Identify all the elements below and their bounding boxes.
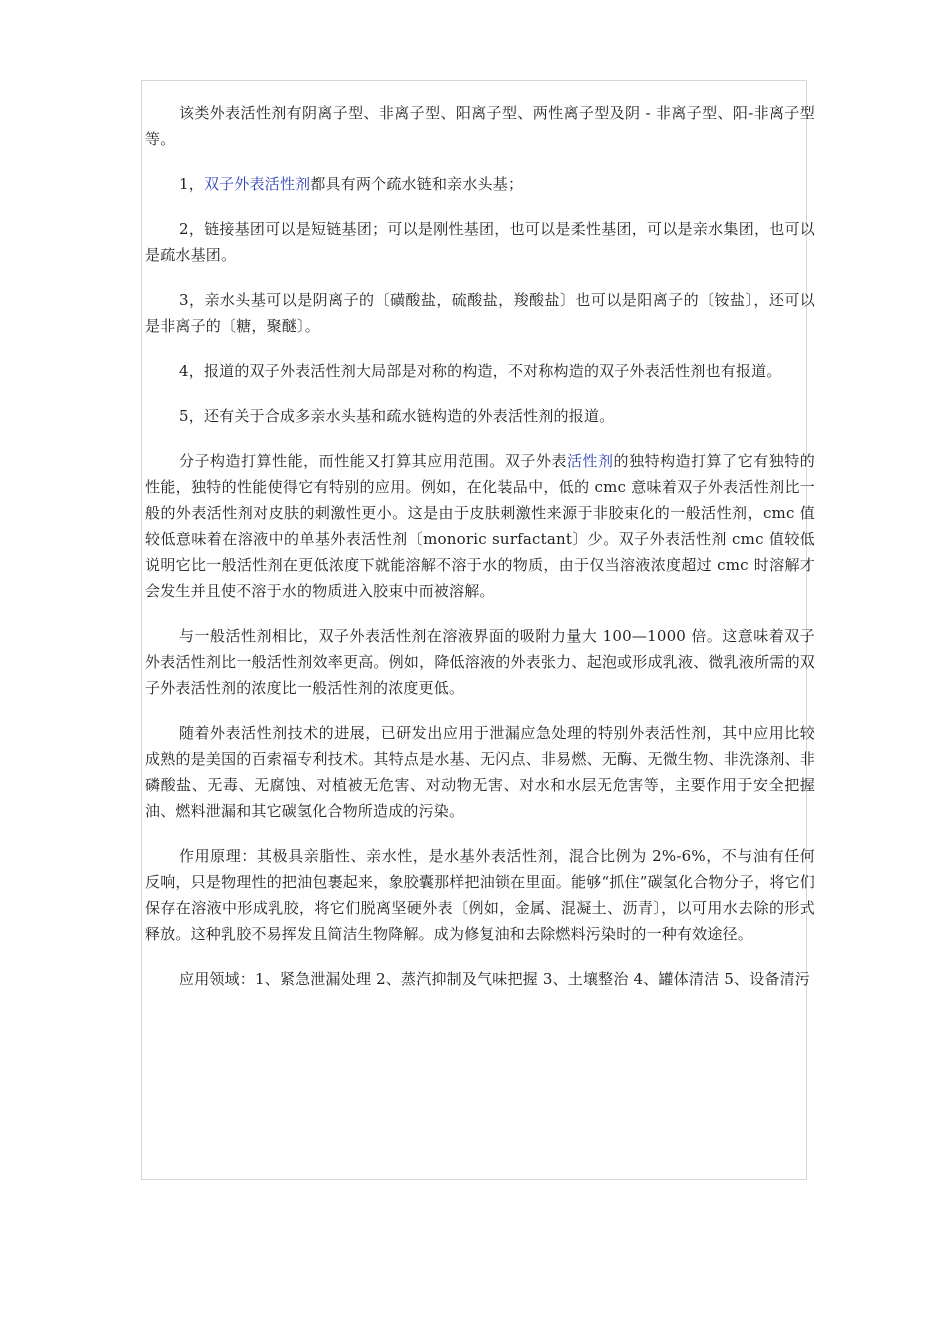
- paragraph-structure-performance: [145, 448, 815, 604]
- paragraph-principle: [145, 843, 815, 947]
- paragraph-text: 的独特构造打算了它有独特的性能，独特的性能使得它有特别的应用。例如，在化装品中，低的 cmc 意味着双子外表活性剂比一般的外表活性剂对皮肤的刺激性更小。这是由于皮肤刺激性来源于非胶束化的一般活性剂，cmc 值较低意味着在溶液中的单基外表活性剂〔monoric surfactant〕少。双子外表活性剂 cmc 值较低说明它比一般活性剂在更低浓度下就能溶解不溶于水的物质，由于仅当溶液浓度超过 cmc 时溶解才会发生并且使不溶于水的物质进入胶束中而被溶解。: [145, 452, 815, 600]
- paragraph-point-1: [145, 171, 815, 197]
- paragraph-text: 随着外表活性剂技术的进展，已研发出应用于泄漏应急处理的特别外表活性剂，其中应用比较成熟的是美国的百索福专利技术。其特点是水基、无闪点、非易燃、无酶、无微生物、非洗涤剂、非磷酸盐、无毒、无腐蚀、对植被无危害、对动物无害、对水和水层无危害等，主要作用于安全把握油、燃料泄漏和其它碳氢化合物所造成的污染。: [145, 724, 815, 820]
- paragraph-adsorption: [145, 623, 815, 701]
- paragraph-text: 分子构造打算性能，而性能又打算其应用范围。双子外表: [179, 452, 567, 470]
- paragraph-text: 与一般活性剂相比，双子外表活性剂在溶液界面的吸附力量大 100—1000 倍。这意味着双子外表活性剂比一般活性剂效率更高。例如，降低溶液的外表张力、起泡或形成乳液、微乳液所需的双子外表活性剂的浓度比一般活性剂的浓度更低。: [145, 627, 815, 697]
- paragraph-applications: [145, 966, 815, 992]
- surfactant-link[interactable]: 活性剂: [566, 452, 614, 470]
- paragraph-text: 该类外表活性剂有阴离子型、非离子型、阳离子型、两性离子型及阴 - 非离子型、阳-非离子型等。: [145, 104, 815, 148]
- paragraph-text: 都具有两个疏水链和亲水头基；: [310, 175, 524, 193]
- paragraph-point-2: [145, 216, 815, 268]
- paragraph-point-3: [145, 287, 815, 339]
- paragraph-text: 5，还有关于合成多亲水头基和疏水链构造的外表活性剂的报道。: [179, 407, 615, 425]
- paragraph-spill-technology: [145, 720, 815, 824]
- paragraph-text: 应用领域：1、紧急泄漏处理 2、蒸汽抑制及气味把握 3、土壤整治 4、罐体清洁 5、设备清污: [179, 970, 810, 988]
- paragraph-point-4: [145, 358, 815, 384]
- paragraph-intro: [145, 100, 815, 152]
- article-body: [145, 100, 815, 1011]
- paragraph-point-5: [145, 403, 815, 429]
- gemini-surfactant-link[interactable]: 双子外表活性剂: [203, 175, 311, 193]
- paragraph-text: 作用原理：其极具亲脂性、亲水性，是水基外表活性剂，混合比例为 2%-6%，不与油有任何反响，只是物理性的把油包裹起来，象胶囊那样把油锁在里面。能够“抓住”碳氢化合物分子，将它们保存在溶液中形成乳胶，将它们脱离坚硬外表〔例如，金属、混凝土、沥青〕，以可用水去除的形式释放。这种乳胶不易挥发且简洁生物降解。成为修复油和去除燃料污染时的一种有效途径。: [145, 847, 815, 943]
- paragraph-text: 1，: [179, 175, 204, 193]
- paragraph-text: 2，链接基团可以是短链基团；可以是刚性基团，也可以是柔性基团，可以是亲水集团，也可以是疏水基团。: [145, 220, 815, 264]
- paragraph-text: 4，报道的双子外表活性剂大局部是对称的构造，不对称构造的双子外表活性剂也有报道。: [179, 362, 782, 380]
- paragraph-text: 3，亲水头基可以是阴离子的〔磺酸盐，硫酸盐，羧酸盐〕也可以是阳离子的〔铵盐〕，还可以是非离子的〔糖，聚醚〕。: [145, 291, 815, 335]
